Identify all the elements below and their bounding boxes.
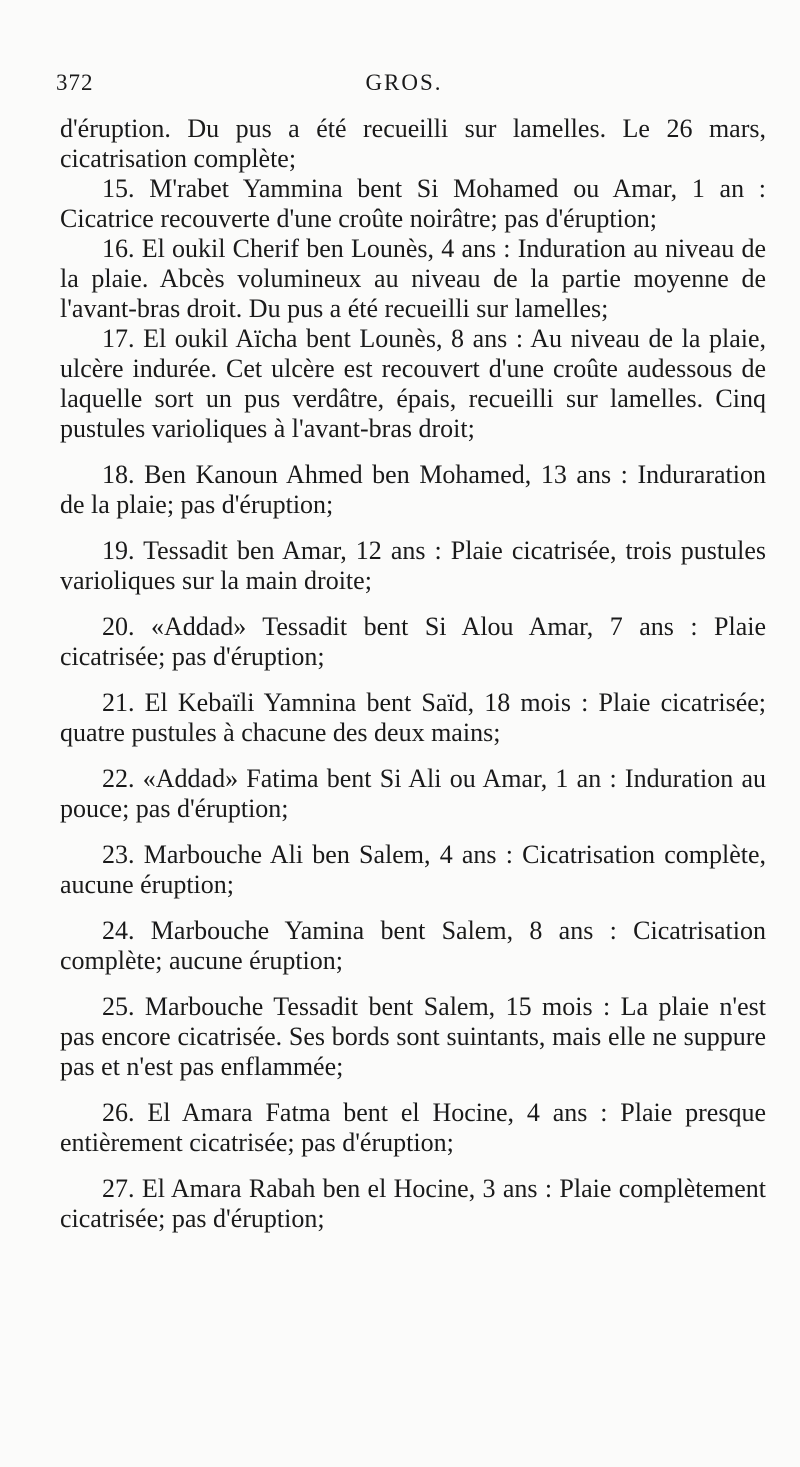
entry-number: 18.: [102, 460, 135, 489]
entry-text: Ben Kanoun Ahmed ben Mohamed, 13 ans : Induraration de la plaie; pas d'éruption;: [60, 460, 766, 519]
entry-number: 26.: [102, 1098, 135, 1127]
entry-text: «Addad» Tessadit bent Si Alou Amar, 7 ans : Plaie cicatrisée; pas d'éruption;: [60, 612, 767, 671]
entry-number: 20.: [102, 612, 135, 641]
entry-text: M'rabet Yammina bent Si Mohamed ou Amar, 1 an : Cicatrice recouverte d'une croûte noirâtre; pas d'éruption;: [60, 174, 766, 233]
entry-number: 19.: [102, 536, 135, 565]
entry-text: El Amara Rabah ben el Hocine, 3 ans : Plaie complètement cicatrisée; pas d'éruption;: [60, 1174, 767, 1233]
entry-15: [60, 174, 766, 234]
entry-text: Marbouche Yamina bent Salem, 8 ans : Cicatrisation complète; aucune éruption;: [60, 916, 766, 975]
running-head: GROS.: [365, 70, 443, 95]
entry-25: [60, 992, 766, 1082]
body-text: [60, 114, 766, 1234]
entry-text: Marbouche Ali ben Salem, 4 ans : Cicatrisation complète, aucune éruption;: [60, 840, 767, 899]
continuation-paragraph: d'éruption. Du pus a été recueilli sur lamelles. Le 26 mars, cicatrisation complète;: [60, 114, 766, 173]
entry-text: Marbouche Tessadit bent Salem, 15 mois : La plaie n'est pas encore cicatrisée. Ses bords sont suintants, mais elle ne suppure pas et n'est pas enflammée;: [60, 992, 767, 1081]
entry-20: [60, 612, 766, 672]
entry-number: 27.: [102, 1174, 135, 1203]
entry-number: 15.: [102, 174, 135, 203]
entry-18: [60, 460, 766, 520]
entry-22: [60, 764, 766, 824]
entry-number: 16.: [102, 234, 135, 263]
entry-24: [60, 916, 766, 976]
entry-number: 25.: [102, 992, 135, 1021]
entry-number: 23.: [102, 840, 135, 869]
entry-number: 22.: [102, 764, 135, 793]
entry-text: El Kebaïli Yamnina bent Saïd, 18 mois : Plaie cicatrisée; quatre pustules à chacune des deux mains;: [60, 688, 766, 747]
entry-17: [60, 324, 766, 444]
entry-text: El oukil Aïcha bent Lounès, 8 ans : Au niveau de la plaie, ulcère indurée. Cet ulcère est recouvert d'une croûte audessous de laquelle sort un pus verdâtre, épais, recueilli sur lamelles. Cinq pustules varioliques à l'avant-bras droit;: [60, 324, 766, 443]
entry-text: El oukil Cherif ben Lounès, 4 ans : Induration au niveau de la plaie. Abcès volumineux au niveau de la partie moyenne de l'avant-bras droit. Du pus a été recueilli sur lamelles;: [60, 234, 767, 323]
page-number: 372: [56, 70, 94, 95]
entry-number: 24.: [102, 916, 135, 945]
entry-21: [60, 688, 766, 748]
entry-23: [60, 840, 766, 900]
entry-text: «Addad» Fatima bent Si Ali ou Amar, 1 an : Induration au pouce; pas d'éruption;: [60, 764, 767, 823]
entry-number: 21.: [102, 688, 135, 717]
entry-number: 17.: [102, 324, 135, 353]
entry-19: [60, 536, 766, 596]
entry-text: Tessadit ben Amar, 12 ans : Plaie cicatrisée, trois pustules varioliques sur la main droite;: [60, 536, 767, 595]
entry-text: El Amara Fatma bent el Hocine, 4 ans : Plaie presque entièrement cicatrisée; pas d'éruption;: [60, 1098, 766, 1157]
entry-26: [60, 1098, 766, 1158]
entry-27: [60, 1174, 766, 1234]
page-header: [56, 70, 752, 106]
entry-16: [60, 234, 766, 324]
